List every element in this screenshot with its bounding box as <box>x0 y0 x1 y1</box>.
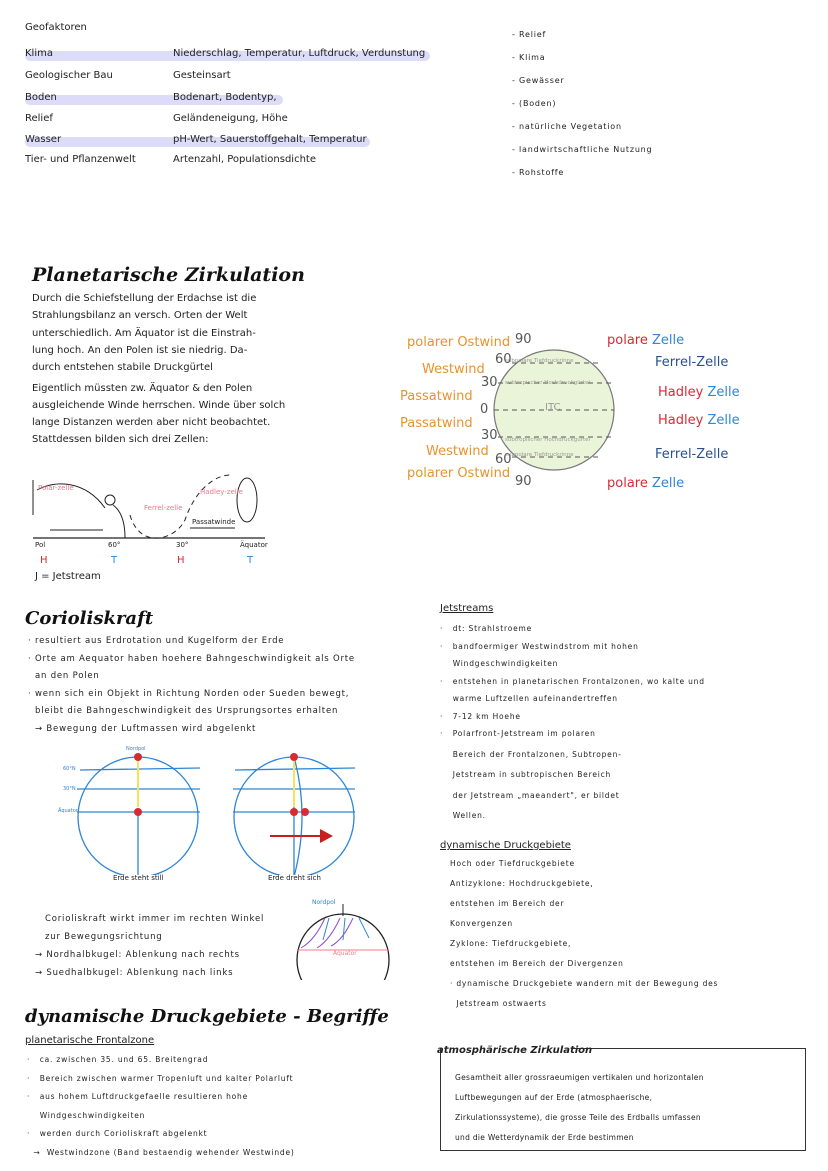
list-item: - Relief <box>512 30 547 39</box>
jetstream-line: · 7-12 km Hoehe <box>440 711 521 721</box>
polar-cell-label: Polar-zelle <box>38 484 74 492</box>
coriolis-line: → Bewegung der Luftmassen wird abgelenkt <box>28 723 257 734</box>
latitude-label: 90 <box>515 474 532 489</box>
atmo-line: Zirkulationssysteme), die grosse Teile des Erdballs umfassen <box>455 1113 701 1122</box>
jetstream-line: Jetstream in subtropischen Bereich <box>440 770 612 779</box>
nordpol-label: Nordpol <box>126 746 146 752</box>
factor-name: Geologischer Bau <box>25 70 113 81</box>
cell-label-part: Zelle <box>651 476 685 491</box>
factor-values: Artenzahl, Populationsdichte <box>173 154 316 165</box>
pressure-belt-label: subtropischer Hochdruckgürtel <box>505 380 591 386</box>
dyn-line: · dynamische Druckgebiete wandern mit der Bewegung des <box>450 979 719 988</box>
planetarische-title: Planetarische Zirkulation <box>32 264 305 286</box>
pressure-h: H <box>40 555 48 566</box>
dyn-line: entstehen im Bereich der Divergenzen <box>450 959 624 968</box>
factor-values: Niederschlag, Temperatur, Luftdruck, Verdunstung <box>173 48 426 59</box>
paragraph-line: Durch die Schiefstellung der Erdachse ist die <box>32 293 257 304</box>
paragraph-line: Strahlungsbilanz an versch. Orten der Welt <box>32 310 248 322</box>
frontalzone-line: · werden durch Corioliskraft abgelenkt <box>27 1129 208 1138</box>
pressure-belt-label: subpolare Tiefdruckrinne <box>505 452 574 458</box>
pressure-t: T <box>111 555 118 566</box>
cell-label-part: polare <box>607 333 652 348</box>
pressure-belt-label: subpolare Tiefdruckrinne <box>505 358 574 364</box>
list-item: - landwirtschaftliche Nutzung <box>512 145 653 154</box>
latitude-label: 60 <box>495 452 512 467</box>
aequator-label: Äquator <box>58 808 78 814</box>
cell-label <box>658 413 740 428</box>
dyn-line: entstehen im Bereich der <box>450 899 565 908</box>
paragraph-line: lung hoch. An den Polen ist sie niedrig. Da- <box>32 344 248 356</box>
jetstream-line: Wellen. <box>440 811 486 820</box>
lat-30-label: 30°N <box>63 786 76 792</box>
cell-label <box>655 447 728 462</box>
coriolis-rule-line: Corioliskraft wirkt immer im rechten Winkel <box>45 914 265 924</box>
dyn-line: Zyklone: Tiefdruckgebiete, <box>450 939 572 948</box>
wind-label: polarer Ostwind <box>407 466 511 481</box>
small-aequator-label: Äquator <box>333 950 357 957</box>
frontalzone-line: Windgeschwindigkeiten <box>27 1110 146 1120</box>
hadley-cell-label: Hadley-zelle <box>200 488 243 496</box>
deflection-globe <box>295 900 395 980</box>
list-item: - natürliche Vegetation <box>512 122 622 131</box>
latitude-label: 30 <box>481 428 498 443</box>
jetstream-line: Bereich der Frontalzonen, Subtropen- <box>440 749 622 759</box>
coriolis-globes <box>55 745 355 875</box>
factor-values: Gesteinsart <box>173 70 231 81</box>
jetstream-line: · bandfoermiger Westwindstrom mit hohen <box>440 641 639 651</box>
frontalzone-line: → Westwindzone (Band bestaendig wehender Westwinde) <box>27 1147 295 1157</box>
paragraph-line: durch entstehen stabile Druckgürtel <box>32 362 213 374</box>
frontalzone-line: · ca. zwischen 35. und 65. Breitengrad <box>27 1055 209 1064</box>
cell-label <box>655 355 728 370</box>
frontalzone-line: · Bereich zwischen warmer Tropenluft und kalter Polarluft <box>27 1073 294 1083</box>
pressure-h: H <box>177 555 185 566</box>
cell-label-part: Zelle <box>707 385 740 400</box>
geofaktoren-title: Geofaktoren <box>25 22 87 33</box>
jetstreams-title: Jetstreams <box>440 603 494 614</box>
coriolis-line: bleibt die Bahngeschwindigkeit des Ursprungsortes erhalten <box>28 706 339 716</box>
begriffe-title: dynamische Druckgebiete - Begriffe <box>25 1006 389 1027</box>
atmo-line: und die Wetterdynamik der Erde bestimmen <box>455 1133 634 1142</box>
cell-label-part: Ferrel-Zelle <box>655 355 729 370</box>
paragraph-line: Eigentlich müssten zw. Äquator & den Polen <box>32 382 253 394</box>
wind-label: Passatwind <box>400 416 473 431</box>
paragraph-line: lange Distanzen werden aber nicht beobachtet. <box>32 417 271 429</box>
atmo-line: Luftbewegungen auf der Erde (atmosphaerische, <box>455 1093 653 1102</box>
cell-label-part: Zelle <box>651 333 685 348</box>
wind-label: Passatwind <box>400 389 473 404</box>
jetstream-line: warme Luftzellen aufeinandertreffen <box>440 694 618 703</box>
pressure-belt-label: ITC <box>545 402 561 413</box>
coriolis-rule-line: zur Bewegungsrichtung <box>45 932 163 942</box>
factor-name: Klima <box>25 48 53 59</box>
paragraph-line: ausgleichende Winde herrschen. Winde über solch <box>32 399 286 411</box>
small-nordpol-label: Nordpol <box>312 899 336 906</box>
dyn-line: Jetstream ostwaerts <box>450 999 547 1008</box>
dyn-line: Antizyklone: Hochdruckgebiete, <box>450 879 594 888</box>
cell-label-part: Hadley <box>658 413 708 428</box>
wind-label: polarer Ostwind <box>407 335 511 350</box>
coriolis-line: · resultiert aus Erdrotation und Kugelform der Erde <box>28 636 285 646</box>
atmo-title: atmosphärische Zirkulation <box>437 1045 593 1056</box>
cell-label-part: Zelle <box>707 413 740 428</box>
jetstream-line: · Polarfront-Jetstream im polaren <box>440 729 596 738</box>
pressure-belt-label: subtropischer Hochdruckgürtel <box>505 437 591 443</box>
axis-30: 30° <box>176 541 189 549</box>
axis-pol: Pol <box>35 541 46 549</box>
coriolis-rule-line: → Suedhalbkugel: Ablenkung nach links <box>35 968 234 978</box>
cell-label <box>607 333 684 348</box>
paragraph-line: unterschiedlich. Am Äquator ist die Einstrah- <box>32 327 256 339</box>
wind-label: Westwind <box>426 444 489 459</box>
list-item: - Klima <box>512 53 546 62</box>
cell-label-part: Hadley <box>658 385 708 400</box>
dyn-title: dynamische Druckgebiete <box>440 840 571 851</box>
caption-still: Erde steht still <box>113 874 164 882</box>
cell-label <box>658 385 740 400</box>
lat-60-label: 60°N <box>63 766 76 772</box>
axis-aequator: Äquator <box>240 541 268 549</box>
factor-values: pH-Wert, Sauerstoffgehalt, Temperatur <box>173 134 367 145</box>
cell-label <box>607 476 684 491</box>
coriolis-line: · Orte am Aequator haben hoehere Bahngeschwindigkeit als Orte <box>28 653 355 664</box>
list-item: - Rohstoffe <box>512 168 565 177</box>
latitude-label: 90 <box>515 332 532 347</box>
axis-60: 60° <box>108 541 121 549</box>
pressure-t: T <box>247 555 254 566</box>
frontalzone-line: · aus hohem Luftdruckgefaelle resultieren hohe <box>27 1092 248 1101</box>
factor-name: Wasser <box>25 134 62 145</box>
coriolis-title: Corioliskraft <box>25 608 154 629</box>
latitude-label: 60 <box>495 352 512 367</box>
ferrel-cell-label: Ferrel-zelle <box>144 504 183 512</box>
list-item: - Gewässer <box>512 76 565 85</box>
list-item: - (Boden) <box>512 99 557 108</box>
dyn-line: Konvergenzen <box>450 919 513 928</box>
paragraph-line: Stattdessen bilden sich drei Zellen: <box>32 434 209 446</box>
jetstream-line: · entstehen in planetarischen Frontalzonen, wo kalte und <box>440 676 705 686</box>
factor-name: Boden <box>25 92 57 103</box>
jetstream-line: Windgeschwindigkeiten <box>440 659 559 668</box>
atmo-line: Gesamtheit aller grossraeumigen vertikalen und horizontalen <box>455 1073 704 1082</box>
factor-name: Tier- und Pflanzenwelt <box>25 154 136 165</box>
jetstream-line: · dt: Strahlstroeme <box>440 624 533 633</box>
latitude-label: 30 <box>481 375 498 390</box>
caption-rotating: Erde dreht sich <box>268 874 321 882</box>
coriolis-line: · wenn sich ein Objekt in Richtung Norden oder Sueden bewegt, <box>28 688 350 699</box>
latitude-label: 0 <box>480 402 489 417</box>
coriolis-line: an den Polen <box>28 671 100 681</box>
dyn-line: Hoch oder Tiefdruckgebiete <box>450 859 575 868</box>
factor-values: Geländeneigung, Höhe <box>173 113 288 124</box>
cell-label-part: Ferrel-Zelle <box>655 447 729 462</box>
jetstream-line: der Jetstream „maeandert", er bildet <box>440 790 620 800</box>
frontalzone-subtitle: planetarische Frontalzone <box>25 1035 155 1046</box>
factor-values: Bodenart, Bodentyp, <box>173 92 277 103</box>
cell-label-part: polare <box>607 476 652 491</box>
jetstream-legend: J = Jetstream <box>35 571 101 582</box>
passat-label: Passatwinde <box>192 518 236 526</box>
coriolis-rule-line: → Nordhalbkugel: Ablenkung nach rechts <box>35 950 240 960</box>
factor-name: Relief <box>25 113 53 124</box>
wind-label: Westwind <box>422 362 485 377</box>
